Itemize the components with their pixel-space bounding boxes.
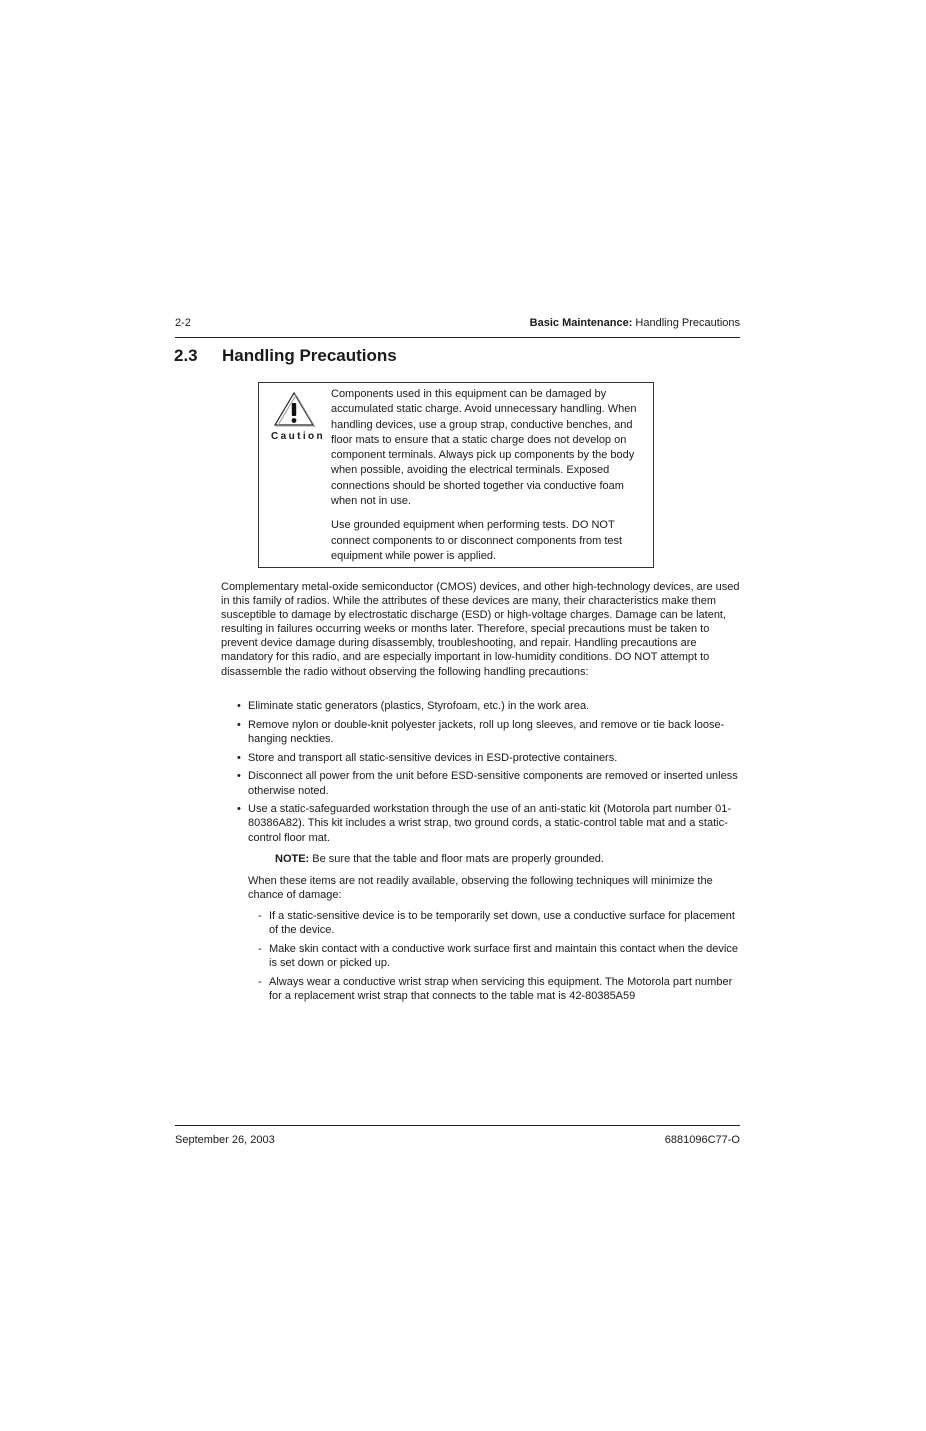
bullet-mark: •: [237, 718, 241, 731]
caution-label: Caution: [271, 431, 326, 442]
page-header: [175, 317, 740, 338]
bullet-mark: •: [237, 751, 241, 764]
list-item-text: Remove nylon or double-knit polyester jackets, roll up long sleeves, and remove or tie back loose-hanging neckties.: [248, 718, 725, 745]
section-title: Handling Precautions: [222, 346, 397, 365]
dash-mark: -: [258, 942, 262, 955]
running-header-title: [530, 317, 740, 329]
note: [275, 852, 604, 866]
intro-paragraph: Complementary metal-oxide semiconductor (CMOS) devices, and other high-technology devices, are used in this family of radios. While the attributes of these devices are many, their characteristics make them susceptible to damage by electrostatic discharge (ESD) or high-voltage charges. Damage can be latent, resulting in failures occurring weeks or months later. Therefore, special precautions must be taken to prevent device damage during disassembly, troubleshooting, and repair. Handling precautions are mandatory for this radio, and are especially important in low-humidity conditions. DO NOT attempt to disassemble the radio without observing the following handling precautions:: [221, 581, 740, 678]
list-item-text: Eliminate static generators (plastics, Styrofoam, etc.) in the work area.: [248, 700, 590, 712]
bullet-mark: •: [237, 700, 241, 712]
section-heading: [174, 346, 397, 366]
techniques-list: [258, 909, 740, 1008]
list-item: [237, 718, 740, 746]
list-item-text: Make skin contact with a conductive work surface first and maintain this contact when the device is set down or picked up.: [269, 942, 738, 969]
list-item-text: Use a static-safeguarded workstation through the use of an anti-static kit (Motorola part number 01-80386A82). This kit includes a wrist strap, two ground cords, a static-control table mat and a static-control floor mat.: [248, 803, 732, 844]
dash-mark: -: [258, 910, 262, 922]
note-label: NOTE:: [275, 853, 310, 865]
section-number: 2.3: [174, 346, 198, 365]
caution-text: [331, 387, 647, 573]
list-item-text: Always wear a conductive wrist strap when servicing this equipment. The Motorola part number for a replacement wrist strap that connects to the table mat is 42-80385A59: [269, 975, 733, 1002]
note-text: Be sure that the table and floor mats are properly grounded.: [309, 853, 604, 865]
caution-paragraph: Components used in this equipment can be damaged by accumulated static charge. Avoid unnecessary handling. When handling devices, use a group strap, conductive benches, and floor mats to ensure that a static charge does not develop on component terminals. Always pick up components by the body when possible, avoiding the electrical terminals. Exposed connections should be shorted together via conductive foam when not in use.: [331, 388, 637, 508]
page-number: 2-2: [175, 317, 191, 329]
caution-paragraph: Use grounded equipment when performing tests. DO NOT connect components to or disconnect components from test equipment while power is applied.: [331, 519, 623, 562]
footer-date: September 26, 2003: [175, 1134, 275, 1146]
list-item-text: Disconnect all power from the unit before ESD-sensitive components are removed or inserted unless otherwise noted.: [248, 770, 738, 797]
caution-icon-block: [271, 391, 326, 442]
list-item: [258, 909, 740, 937]
list-item: [237, 699, 740, 713]
list-item: [237, 802, 740, 844]
dash-mark: -: [258, 975, 262, 988]
footer-doc-number: 6881096C77-O: [664, 1134, 740, 1146]
bullet-mark: •: [237, 803, 241, 816]
list-item: [237, 751, 740, 765]
header-title-rest: Handling Precautions: [632, 317, 740, 329]
caution-box: [258, 382, 654, 568]
list-item-text: If a static-sensitive device is to be temporarily set down, use a conductive surface for placement of the device.: [269, 910, 735, 937]
list-item-text: Store and transport all static-sensitive devices in ESD-protective containers.: [248, 751, 618, 764]
precautions-list: [237, 699, 740, 849]
bullet-mark: •: [237, 770, 241, 783]
page-footer: [175, 1125, 740, 1148]
techniques-intro: When these items are not readily available, observing the following techniques will minimize the chance of damage:: [248, 875, 713, 902]
header-title-bold: Basic Maintenance:: [529, 317, 633, 329]
list-item: [237, 769, 740, 797]
warning-triangle-icon: [273, 391, 315, 427]
list-item: [258, 975, 740, 1003]
list-item: [258, 942, 740, 970]
